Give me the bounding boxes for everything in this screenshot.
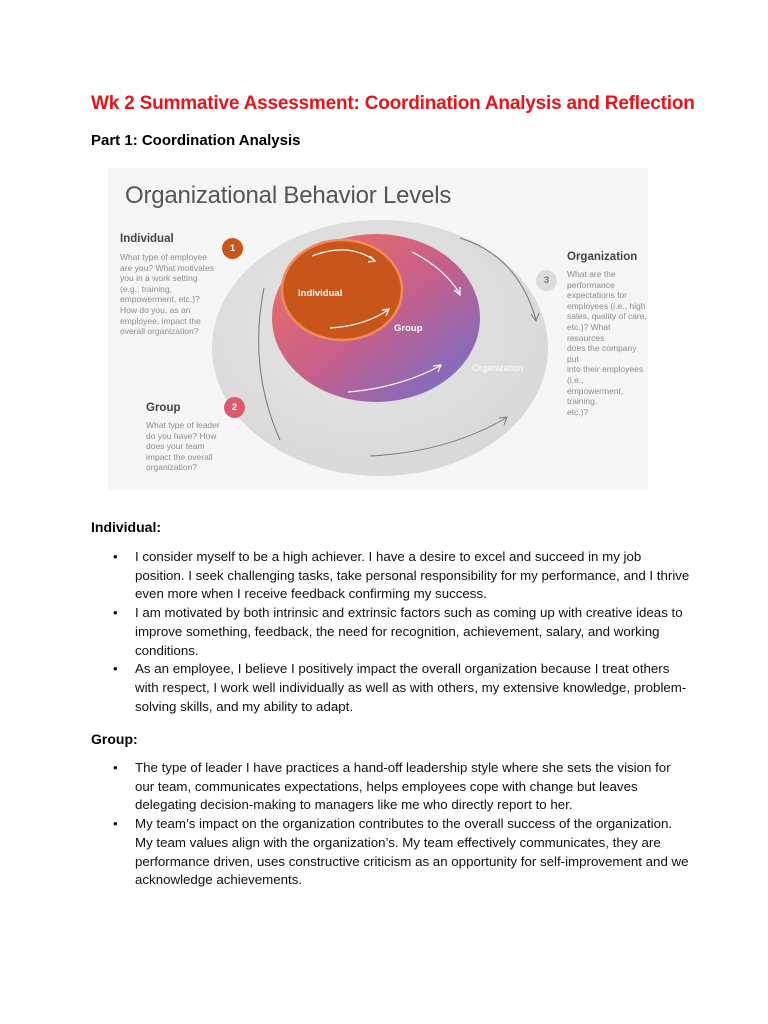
individual-callout-heading: Individual	[120, 233, 174, 245]
organization-circle-label: Organization	[472, 363, 524, 373]
group-number-badge: 2	[224, 397, 245, 418]
list-item: • I consider myself to be a high achiever. I have a desire to excel and succeed in my job position. I seek challenging tasks, take personal responsibility for my performance, and I thrive even more when I receive feedback confirming my success.	[91, 548, 691, 604]
group-circle-label: Group	[394, 323, 423, 334]
figure-title: Organizational Behavior Levels	[125, 182, 452, 209]
list-item: • I am motivated by both intrinsic and extrinsic factors such as coming up with creative ideas to improve something, feedback, the need for recognition, achievement, salary, and working conditions.	[91, 604, 691, 660]
list-item: • The type of leader I have practices a hand-off leadership style where she sets the vision for our team, communicates expectations, helps employees cope with change but leaves delegating decision-making to managers like me who directly report to her.	[91, 759, 691, 815]
group-callout-text: What type of leader do you have? How does your team impact the overall organization?	[146, 420, 220, 473]
individual-callout-text: What type of employee are you? What motivates you in a work setting (e.g., training, empowerment, etc.)? How do you, as an employee, impact the overall organization?	[120, 252, 215, 337]
list-item: • My team’s impact on the organization contributes to the overall success of the organization. My team values align with the organization’s. My team effectively communicates, they are performance driven, uses constructive criticism as an opportunity for self-improvement and we acknowledge achievements.	[91, 815, 691, 890]
individual-circle-label: Individual	[298, 288, 343, 299]
organization-number-badge: 3	[536, 270, 557, 291]
organization-callout-heading: Organization	[567, 251, 638, 263]
individual-bullet-list	[91, 548, 691, 716]
organization-callout-text: What are the performance expectations for employees (i.e., high sales, quality of care, etc.)? What resources does the company put into their employees (i.e., empowerment, training, etc.)?	[567, 269, 647, 417]
group-bullet-list	[91, 759, 691, 890]
group-callout-heading: Group	[146, 402, 181, 414]
list-item: • As an employee, I believe I positively impact the overall organization because I treat others with respect, I work well individually as well as with others, my extensive knowledge, problem-solving skills, and my ability to adapt.	[91, 660, 691, 716]
org-behavior-figure	[108, 168, 648, 490]
group-section-heading: Group:	[91, 731, 138, 747]
individual-number-badge: 1	[222, 238, 243, 259]
part-heading: Part 1: Coordination Analysis	[91, 132, 301, 149]
individual-section-heading: Individual:	[91, 519, 161, 535]
document-title: Wk 2 Summative Assessment: Coordination Analysis and Reflection	[91, 93, 695, 114]
